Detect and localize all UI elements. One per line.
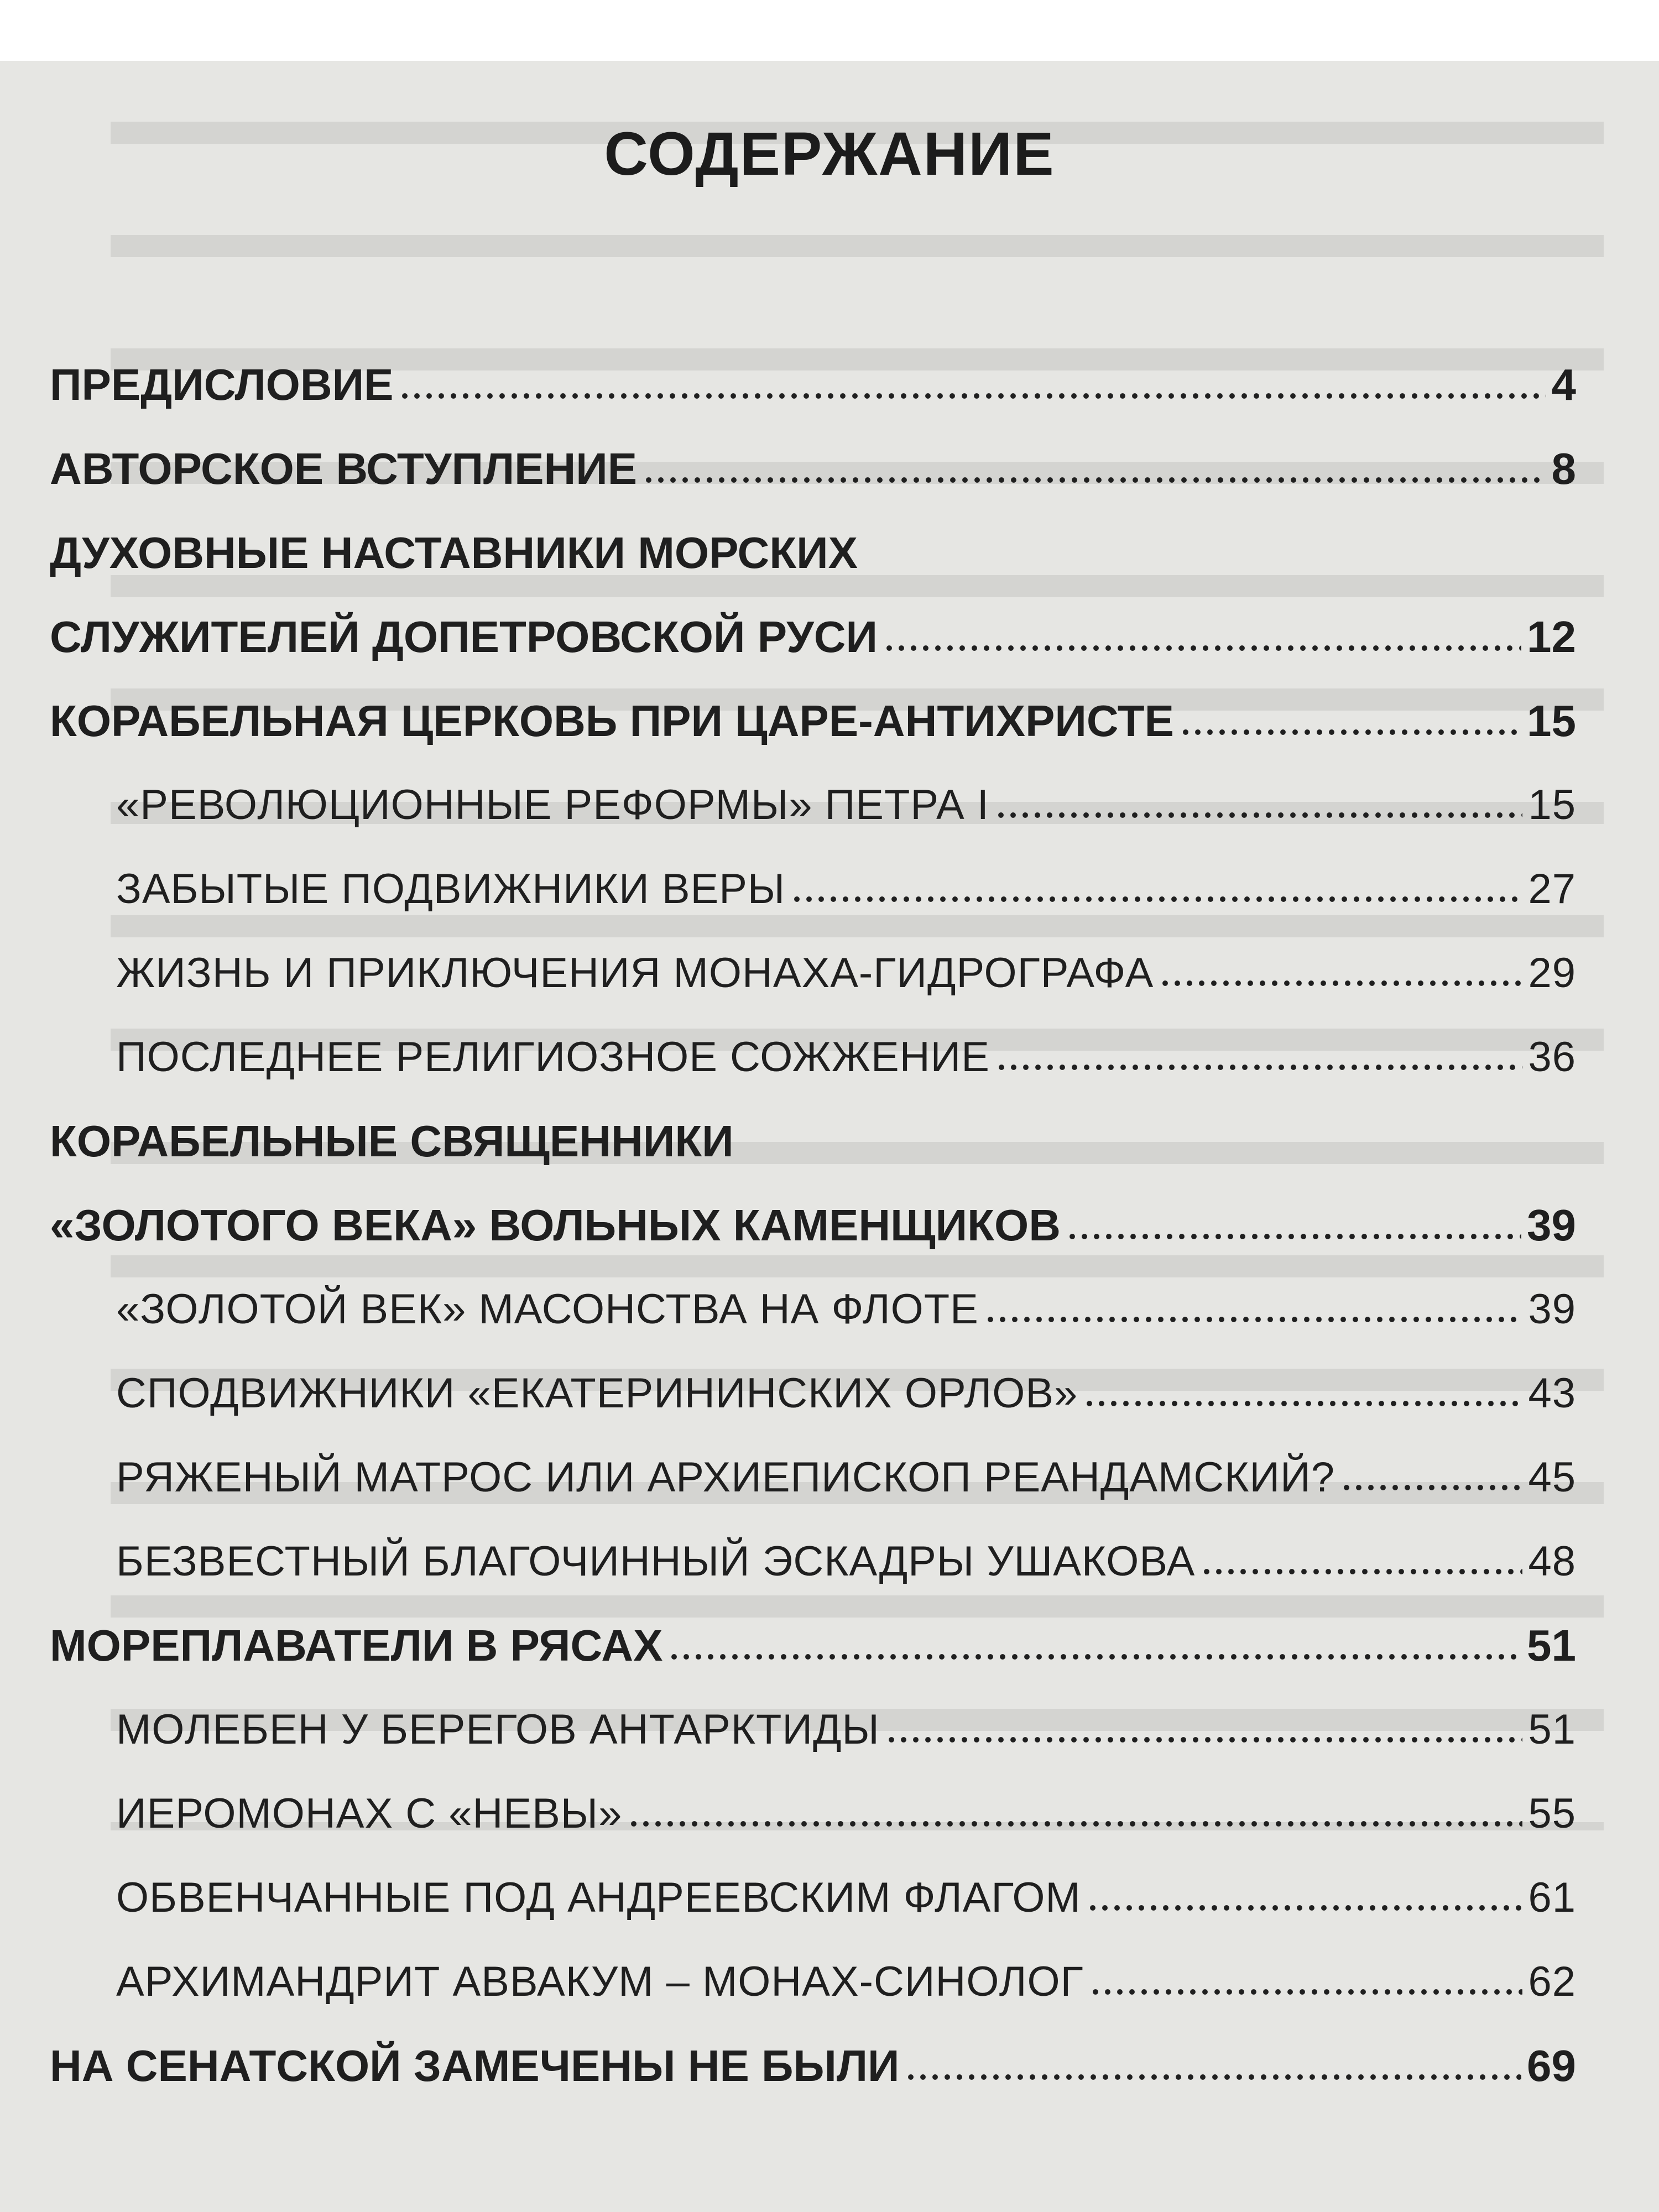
toc-entry-title: РЯЖЕНЫЙ МАТРОС ИЛИ АРХИЕПИСКОП РЕАНДАМСКИЙ? [116, 1454, 1335, 1501]
toc-entry [50, 511, 1576, 595]
toc-entry-page: 39 [1527, 1201, 1576, 1250]
toc-entry-title: ИЕРОМОНАХ С «НЕВЫ» [116, 1790, 623, 1837]
toc-subentry [50, 1856, 1576, 1940]
toc-entry-page: 51 [1527, 1621, 1576, 1670]
toc-entry [50, 1604, 1576, 1688]
toc-entry-title: «ЗОЛОТОГО ВЕКА» ВОЛЬНЫХ КАМЕНЩИКОВ [50, 1201, 1061, 1250]
toc-subentry [50, 763, 1576, 847]
toc-entry-title: КОРАБЕЛЬНЫЕ СВЯЩЕННИКИ [50, 1117, 734, 1166]
dot-leader [905, 2072, 1521, 2081]
toc-entry-page: 69 [1527, 2041, 1576, 2090]
toc-entry [50, 2024, 1576, 2108]
toc-subentry [50, 1015, 1576, 1099]
toc-entry-title: ПРЕДИСЛОВИЕ [50, 360, 394, 409]
toc-entry-title: ДУХОВНЫЕ НАСТАВНИКИ МОРСКИХ [50, 528, 858, 577]
toc-entry-page: 48 [1528, 1538, 1576, 1585]
toc-entry-title: НА СЕНАТСКОЙ ЗАМЕЧЕНЫ НЕ БЫЛИ [50, 2041, 900, 2090]
dot-leader [628, 1819, 1522, 1828]
dot-leader [885, 1735, 1523, 1744]
dot-leader [995, 811, 1523, 819]
dot-leader [1340, 1483, 1522, 1491]
toc-subentry [50, 847, 1576, 931]
toc-entry-title: СПОДВИЖНИКИ «ЕКАТЕРИНИНСКИХ ОРЛОВ» [116, 1370, 1078, 1417]
toc-entry-page: 55 [1528, 1790, 1576, 1837]
dot-leader [1159, 979, 1522, 987]
toc-entry-page: 45 [1528, 1454, 1576, 1501]
dot-leader [1089, 1987, 1523, 1996]
toc-subentry [50, 1688, 1576, 1772]
toc-entry-page: 62 [1528, 1958, 1576, 2005]
toc-entry-page: 8 [1551, 444, 1576, 493]
dot-leader [984, 1315, 1523, 1323]
dot-leader [791, 895, 1522, 903]
dot-leader [1066, 1232, 1521, 1240]
table-of-contents [50, 343, 1576, 2108]
toc-entry [50, 1099, 1576, 1183]
dot-leader [995, 1063, 1523, 1071]
toc-entry-title: МОЛЕБЕН У БЕРЕГОВ АНТАРКТИДЫ [116, 1706, 880, 1753]
page-title: СОДЕРЖАНИЕ [604, 120, 1055, 188]
toc-subentry [50, 1772, 1576, 1856]
toc-subentry [50, 1940, 1576, 2024]
toc-subentry [50, 1436, 1576, 1520]
dot-leader [668, 1652, 1521, 1661]
toc-entry-page: 12 [1527, 612, 1576, 661]
toc-entry-title: МОРЕПЛАВАТЕЛИ В РЯСАХ [50, 1621, 663, 1670]
toc-entry [50, 679, 1576, 763]
toc-entry-page: 4 [1551, 360, 1576, 409]
dot-leader [399, 391, 1546, 400]
toc-entry-title: ЖИЗНЬ И ПРИКЛЮЧЕНИЯ МОНАХА-ГИДРОГРАФА [116, 950, 1154, 997]
toc-entry [50, 343, 1576, 427]
toc-entry-title: СЛУЖИТЕЛЕЙ ДОПЕТРОВСКОЙ РУСИ [50, 612, 878, 661]
toc-subentry [50, 1520, 1576, 1604]
dot-leader [1083, 1399, 1522, 1407]
toc-entry-page: 15 [1528, 781, 1576, 828]
toc-entry [50, 595, 1576, 679]
toc-entry-title: ЗАБЫТЫЕ ПОДВИЖНИКИ ВЕРЫ [116, 865, 786, 912]
dot-leader [1087, 1903, 1523, 1912]
toc-entry-title: АВТОРСКОЕ ВСТУПЛЕНИЕ [50, 444, 638, 493]
toc-entry-title: БЕЗВЕСТНЫЙ БЛАГОЧИННЫЙ ЭСКАДРЫ УШАКОВА [116, 1538, 1196, 1585]
toc-entry [50, 427, 1576, 511]
toc-subentry [50, 931, 1576, 1015]
toc-entry-title: ОБВЕНЧАННЫЕ ПОД АНДРЕЕВСКИМ ФЛАГОМ [116, 1874, 1081, 1921]
toc-entry-title: «ЗОЛОТОЙ ВЕК» МАСОНСТВА НА ФЛОТЕ [116, 1286, 979, 1333]
toc-entry-title: ПОСЛЕДНЕЕ РЕЛИГИОЗНОЕ СОЖЖЕНИЕ [116, 1034, 990, 1081]
toc-entry-page: 61 [1528, 1874, 1576, 1921]
toc-entry-page: 36 [1528, 1034, 1576, 1081]
toc-entry [50, 1183, 1576, 1267]
toc-subentry [50, 1267, 1576, 1352]
toc-entry-title: АРХИМАНДРИТ АВВАКУМ – МОНАХ-СИНОЛОГ [116, 1958, 1084, 2005]
toc-entry-title: «РЕВОЛЮЦИОННЫЕ РЕФОРМЫ» ПЕТРА I [116, 781, 989, 828]
toc-entry-page: 15 [1527, 696, 1576, 745]
toc-entry-page: 27 [1528, 865, 1576, 912]
toc-entry-page: 43 [1528, 1370, 1576, 1417]
dot-leader [1201, 1567, 1522, 1575]
toc-subentry [50, 1352, 1576, 1436]
dot-leader [643, 475, 1546, 484]
dot-leader [883, 643, 1521, 652]
toc-entry-page: 29 [1528, 950, 1576, 997]
toc-entry-title: КОРАБЕЛЬНАЯ ЦЕРКОВЬ ПРИ ЦАРЕ-АНТИХРИСТЕ [50, 696, 1174, 745]
toc-entry-page: 39 [1528, 1286, 1576, 1333]
toc-entry-page: 51 [1528, 1706, 1576, 1753]
dot-leader [1180, 727, 1521, 736]
scan-top-margin [0, 0, 1659, 61]
